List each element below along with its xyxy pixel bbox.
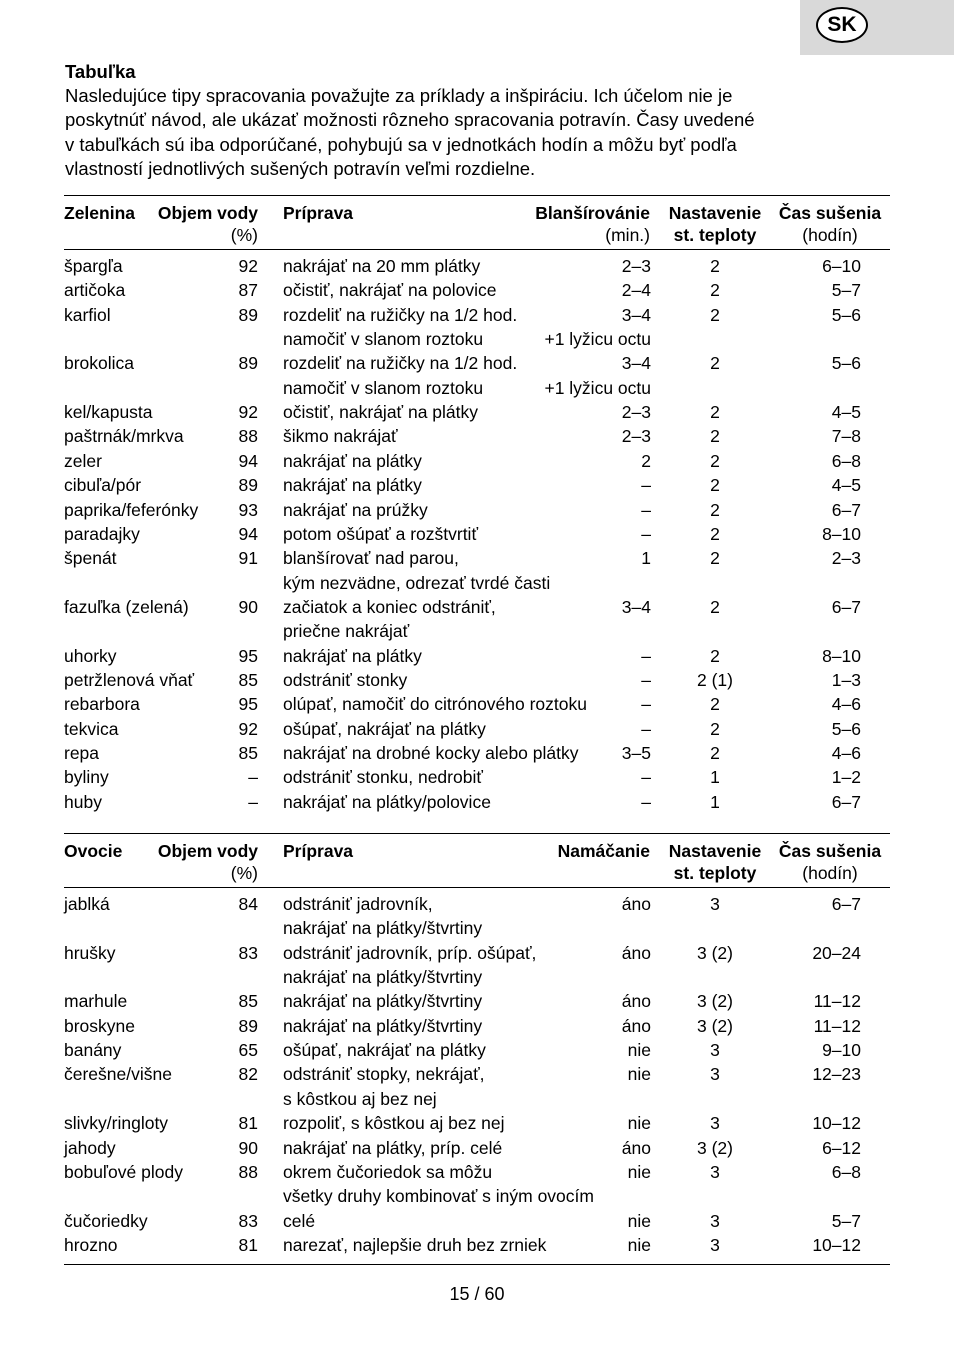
cell-drying-time: 9–10 [822, 1040, 861, 1061]
cell-drying-time: 5–6 [831, 718, 861, 739]
table-top-rule [64, 833, 890, 834]
cell-treatment: 2–3 [621, 402, 651, 423]
header-water: Objem vody (%) [157, 841, 258, 883]
cell-drying-time: 4–6 [831, 694, 861, 715]
cell-treatment: – [641, 791, 651, 812]
cell-water: 92 [238, 402, 258, 423]
cell-temperature: 2 [710, 523, 720, 544]
cell-water: 92 [238, 718, 258, 739]
cell-treatment: áno [621, 1137, 651, 1158]
table-row [64, 942, 890, 966]
cell-treatment: áno [621, 894, 651, 914]
cell-item: repa [64, 743, 100, 763]
table-row [64, 304, 890, 328]
cell-drying-time: 6–10 [822, 256, 861, 276]
table-row [64, 425, 890, 449]
cell-drying-time: 5–7 [831, 1210, 861, 1231]
table-row [64, 742, 890, 766]
cell-water: 89 [238, 1015, 258, 1036]
cell-temperature: 3 [710, 1040, 720, 1061]
cell-preparation: začiatok a koniec odstrániť, [283, 596, 496, 617]
table-row [64, 474, 890, 498]
table-row [64, 966, 890, 990]
cell-preparation: odstrániť jadrovník, [283, 894, 433, 914]
cell-temperature: 2 [710, 499, 720, 520]
cell-drying-time: 1–3 [831, 669, 861, 690]
cell-item: byliny [64, 767, 109, 788]
header-water: Objem vody (%) [157, 203, 258, 245]
cell-preparation: namočiť v slanom roztoku [283, 377, 484, 398]
cell-treatment: +1 lyžicu octu [544, 329, 651, 350]
cell-item: zeler [64, 450, 102, 471]
table-row [64, 1161, 890, 1185]
cell-drying-time: 6–8 [831, 1161, 861, 1182]
cell-temperature: 3 [710, 1064, 720, 1085]
table-row [64, 279, 890, 303]
table-row [64, 693, 890, 717]
cell-water: 83 [238, 1210, 258, 1231]
cell-preparation: odstrániť stopky, nekrájať, [283, 1064, 485, 1085]
table-row [64, 499, 890, 523]
table-row [64, 1210, 890, 1234]
cell-treatment: 3–4 [621, 596, 651, 617]
cell-drying-time: 11–12 [813, 1015, 861, 1036]
cell-preparation: s kôstkou aj bez nej [283, 1088, 437, 1109]
cell-water: 95 [238, 645, 258, 666]
cell-drying-time: 4–5 [831, 475, 861, 496]
cell-temperature: 2 [710, 475, 720, 496]
cell-treatment: nie [627, 1161, 651, 1182]
table-row [64, 791, 890, 815]
cell-drying-time: 12–23 [812, 1064, 861, 1085]
table-row [64, 572, 890, 596]
cell-water: 85 [238, 743, 258, 763]
cell-temperature: 2 (1) [697, 669, 733, 690]
intro-paragraph [65, 84, 855, 181]
cell-item: kel/kapusta [64, 402, 153, 423]
cell-drying-time: 5–7 [831, 280, 861, 301]
cell-water: 88 [238, 426, 258, 447]
cell-treatment: 2–3 [621, 256, 651, 276]
cell-preparation: odstrániť stonku, nedrobiť [283, 767, 483, 788]
cell-item: banány [64, 1040, 122, 1061]
cell-treatment: nie [627, 1064, 651, 1085]
cell-preparation: kým nezvädne, odrezať tvrdé časti [283, 572, 551, 593]
cell-preparation: rozdeliť na ružičky na 1/2 hod. [283, 304, 518, 325]
cell-temperature: 3 (2) [697, 991, 733, 1012]
cell-drying-time: 1–2 [831, 767, 861, 788]
cell-treatment: áno [621, 991, 651, 1012]
cell-treatment: 3–5 [621, 743, 651, 763]
table-row [64, 450, 890, 474]
table-top-rule [64, 195, 890, 196]
cell-temperature: 3 [710, 1161, 720, 1182]
cell-drying-time: 8–10 [822, 523, 861, 544]
cell-treatment: nie [627, 1210, 651, 1231]
cell-preparation: očistiť, nakrájať na plátky [283, 402, 479, 423]
cell-treatment: 2–3 [621, 426, 651, 447]
cell-item: marhule [64, 991, 128, 1012]
cell-temperature: 2 [710, 694, 720, 715]
cell-preparation: olúpať, namočiť do citrónového roztoku [283, 694, 587, 715]
cell-treatment: – [641, 475, 651, 496]
header-preparation: Príprava [283, 841, 354, 861]
intro-line: poskytnúť návod, ale ukázať možnosti rôzneho spracovania potravín. Časy uvedené [65, 109, 755, 131]
table-row [64, 401, 890, 425]
header-temperature: Nastavenie st. teploty [668, 841, 762, 883]
cell-treatment: 2–4 [621, 280, 651, 301]
table-row [64, 596, 890, 620]
cell-drying-time: 11–12 [813, 991, 861, 1012]
cell-item: hrušky [64, 942, 116, 963]
cell-temperature: 2 [710, 304, 720, 325]
cell-water: 89 [238, 475, 258, 496]
table-row [64, 352, 890, 376]
cell-temperature: 3 (2) [697, 1015, 733, 1036]
cell-item: brokolica [64, 353, 135, 374]
cell-treatment: – [641, 718, 651, 739]
cell-water: 94 [238, 523, 258, 544]
cell-item: huby [64, 791, 102, 812]
cell-preparation: celé [283, 1210, 316, 1231]
cell-item: hrozno [64, 1234, 118, 1255]
cell-drying-time: 10–12 [812, 1113, 861, 1134]
cell-preparation: nakrájať na prúžky [283, 499, 428, 520]
header-temperature: Nastavenie st. teploty [668, 203, 762, 245]
cell-item: fazuľka (zelená) [64, 596, 189, 617]
cell-temperature: 3 [710, 1210, 720, 1231]
cell-treatment: +1 lyžicu octu [544, 377, 651, 398]
table-row [64, 1234, 890, 1258]
cell-drying-time: 4–6 [831, 743, 861, 763]
header-soaking: Namáčanie [557, 841, 650, 861]
table-row [64, 718, 890, 742]
cell-item: tekvica [64, 718, 119, 739]
cell-item: broskyne [64, 1015, 136, 1036]
cell-water: 82 [238, 1064, 258, 1085]
cell-preparation: nakrájať na plátky, príp. celé [283, 1137, 503, 1158]
cell-preparation: ošúpať, nakrájať na plátky [283, 718, 486, 739]
cell-treatment: nie [627, 1040, 651, 1061]
cell-drying-time: 6–12 [822, 1137, 861, 1158]
cell-temperature: 3 (2) [697, 1137, 733, 1158]
cell-temperature: 2 [710, 548, 720, 569]
cell-temperature: 2 [710, 256, 720, 276]
cell-temperature: 2 [710, 450, 720, 471]
cell-temperature: 1 [710, 791, 720, 812]
cell-treatment: áno [621, 942, 651, 963]
cell-water: 91 [238, 548, 258, 569]
cell-preparation: narezať, najlepšie druh bez zrniek [283, 1234, 547, 1255]
cell-drying-time: 6–7 [831, 596, 861, 617]
cell-item: jablká [64, 894, 110, 914]
cell-item: karfiol [64, 304, 111, 325]
cell-item: špenát [64, 548, 117, 569]
cell-preparation: potom ošúpať a rozštvrtiť [283, 523, 479, 544]
cell-preparation: rozdeliť na ružičky na 1/2 hod. [283, 353, 518, 374]
cell-water: 84 [238, 894, 258, 914]
cell-water: 88 [238, 1161, 258, 1182]
cell-item: artičoka [64, 280, 126, 301]
table-header-rule [64, 887, 890, 888]
cell-water: 89 [238, 304, 258, 325]
cell-temperature: 2 [710, 280, 720, 301]
table-row [64, 1112, 890, 1136]
table-row [64, 893, 890, 917]
table-row [64, 620, 890, 644]
cell-water: 90 [238, 596, 258, 617]
cell-item: slivky/ringloty [64, 1113, 169, 1134]
cell-preparation: nakrájať na plátky/štvrtiny [283, 1015, 483, 1036]
cell-preparation: odstrániť stonky [283, 669, 408, 690]
cell-temperature: 2 [710, 426, 720, 447]
cell-preparation: nakrájať na plátky/štvrtiny [283, 918, 483, 939]
cell-item: paprika/feferónky [64, 499, 199, 520]
cell-drying-time: 6–8 [831, 450, 861, 471]
cell-preparation: nakrájať na plátky/štvrtiny [283, 967, 483, 988]
table-row [64, 328, 890, 352]
table-row [64, 547, 890, 571]
cell-temperature: 2 [710, 596, 720, 617]
cell-temperature: 2 [710, 353, 720, 374]
cell-drying-time: 6–7 [831, 499, 861, 520]
cell-water: 85 [238, 991, 258, 1012]
cell-item: cibuľa/pór [64, 475, 142, 496]
table-row [64, 1063, 890, 1087]
table-bottom-rule [64, 1264, 890, 1265]
cell-item: čučoriedky [64, 1210, 148, 1231]
cell-treatment: – [641, 523, 651, 544]
table-row [64, 917, 890, 941]
cell-preparation: nakrájať na plátky/štvrtiny [283, 991, 483, 1012]
cell-preparation: nakrájať na plátky/polovice [283, 791, 491, 812]
table-row [64, 645, 890, 669]
page-number: 15 / 60 [449, 1284, 505, 1304]
cell-water: – [248, 791, 258, 812]
cell-water: 65 [238, 1040, 258, 1061]
cell-preparation: nakrájať na 20 mm plátky [283, 256, 481, 276]
cell-preparation: nakrájať na drobné kocky alebo plátky [283, 743, 579, 763]
language-tab [800, 0, 954, 55]
table-row [64, 1039, 890, 1063]
cell-item: bobuľové plody [64, 1161, 183, 1182]
table-row [64, 1088, 890, 1112]
cell-item: čerešne/višne [64, 1064, 172, 1085]
cell-treatment: 2 [641, 450, 651, 471]
cell-water: 90 [238, 1137, 258, 1158]
cell-drying-time: 7–8 [831, 426, 861, 447]
table-row [64, 523, 890, 547]
cell-preparation: namočiť v slanom roztoku [283, 329, 484, 350]
cell-water: 85 [238, 669, 258, 690]
cell-temperature: 2 [710, 718, 720, 739]
intro-line: v tabuľkách sú iba odporúčané, pohybujú sa v jednotkách hodín a môžu byť podľa [65, 133, 737, 155]
table-row [64, 669, 890, 693]
cell-water: 83 [238, 942, 258, 963]
cell-water: 94 [238, 450, 258, 471]
cell-preparation: okrem čučoriedok sa môžu [283, 1161, 493, 1182]
cell-treatment: nie [627, 1234, 651, 1255]
cell-drying-time: 10–12 [812, 1234, 861, 1255]
cell-treatment: – [641, 694, 651, 715]
cell-item: paštrnák/mrkva [64, 426, 184, 447]
cell-water: 93 [238, 499, 258, 520]
cell-water: 87 [238, 280, 258, 301]
cell-temperature: 3 (2) [697, 942, 733, 963]
cell-temperature: 3 [710, 1113, 720, 1134]
table-row [64, 377, 890, 401]
table-row [64, 766, 890, 790]
table-header-rule [64, 249, 890, 250]
cell-temperature: 2 [710, 645, 720, 666]
cell-treatment: nie [627, 1113, 651, 1134]
cell-preparation: odstrániť jadrovník, príp. ošúpať, [283, 942, 537, 963]
cell-water: 81 [238, 1113, 258, 1134]
cell-item: jahody [64, 1137, 116, 1158]
header-category: Zelenina [64, 203, 135, 223]
cell-preparation: blanšírovať nad parou, [283, 548, 459, 569]
cell-water: 89 [238, 353, 258, 374]
header-drying-time: Čas sušenia (hodín) [778, 841, 882, 883]
cell-water: 95 [238, 694, 258, 715]
cell-water: – [248, 767, 258, 788]
table-row [64, 255, 890, 279]
cell-treatment: 3–4 [621, 353, 651, 374]
cell-temperature: 2 [710, 743, 720, 763]
cell-preparation: šikmo nakrájať [283, 426, 398, 447]
section-title: Tabuľka [65, 61, 136, 82]
cell-item: rebarbora [64, 694, 140, 715]
cell-temperature: 2 [710, 402, 720, 423]
cell-drying-time: 5–6 [831, 304, 861, 325]
cell-preparation: nakrájať na plátky [283, 475, 422, 496]
cell-drying-time: 6–7 [831, 894, 861, 914]
cell-preparation: ošúpať, nakrájať na plátky [283, 1040, 486, 1061]
header-preparation: Príprava [283, 203, 354, 223]
cell-item: špargľa [64, 256, 123, 276]
cell-drying-time: 2–3 [831, 548, 861, 569]
cell-water: 81 [238, 1234, 258, 1255]
cell-temperature: 1 [710, 767, 720, 788]
table-row [64, 1185, 890, 1209]
cell-treatment: áno [621, 1015, 651, 1036]
cell-treatment: – [641, 669, 651, 690]
cell-drying-time: 4–5 [831, 402, 861, 423]
cell-treatment: – [641, 645, 651, 666]
cell-item: petržlenová vňať [64, 669, 195, 690]
cell-temperature: 3 [710, 894, 720, 914]
language-badge: SK [816, 7, 868, 43]
table-row [64, 1015, 890, 1039]
cell-temperature: 3 [710, 1234, 720, 1255]
header-blanching: Blanšírovánie (min.) [535, 203, 650, 245]
cell-treatment: 1 [641, 548, 651, 569]
cell-preparation: rozpoliť, s kôstkou aj bez nej [283, 1113, 505, 1134]
cell-drying-time: 5–6 [831, 353, 861, 374]
cell-treatment: – [641, 499, 651, 520]
intro-line: Nasledujúce tipy spracovania považujte za príklady a inšpiráciu. Ich účelom nie je [65, 85, 733, 106]
cell-preparation: očistiť, nakrájať na polovice [283, 280, 497, 301]
cell-drying-time: 6–7 [831, 791, 861, 812]
header-category: Ovocie [64, 841, 123, 861]
cell-preparation: všetky druhy kombinovať s iným ovocím [283, 1186, 594, 1207]
cell-preparation: nakrájať na plátky [283, 450, 422, 471]
header-drying-time: Čas sušenia (hodín) [778, 203, 882, 245]
cell-water: 92 [238, 256, 258, 276]
cell-drying-time: 8–10 [822, 645, 861, 666]
cell-treatment: 3–4 [621, 304, 651, 325]
cell-preparation: priečne nakrájať [283, 621, 410, 642]
table-row [64, 1137, 890, 1161]
cell-treatment: – [641, 767, 651, 788]
cell-item: paradajky [64, 523, 140, 544]
intro-line: vlastností jednotlivých sušených potravín veľmi rozdielne. [65, 157, 536, 179]
cell-drying-time: 20–24 [812, 942, 861, 963]
cell-preparation: nakrájať na plátky [283, 645, 422, 666]
table-row [64, 990, 890, 1014]
cell-item: uhorky [64, 645, 117, 666]
